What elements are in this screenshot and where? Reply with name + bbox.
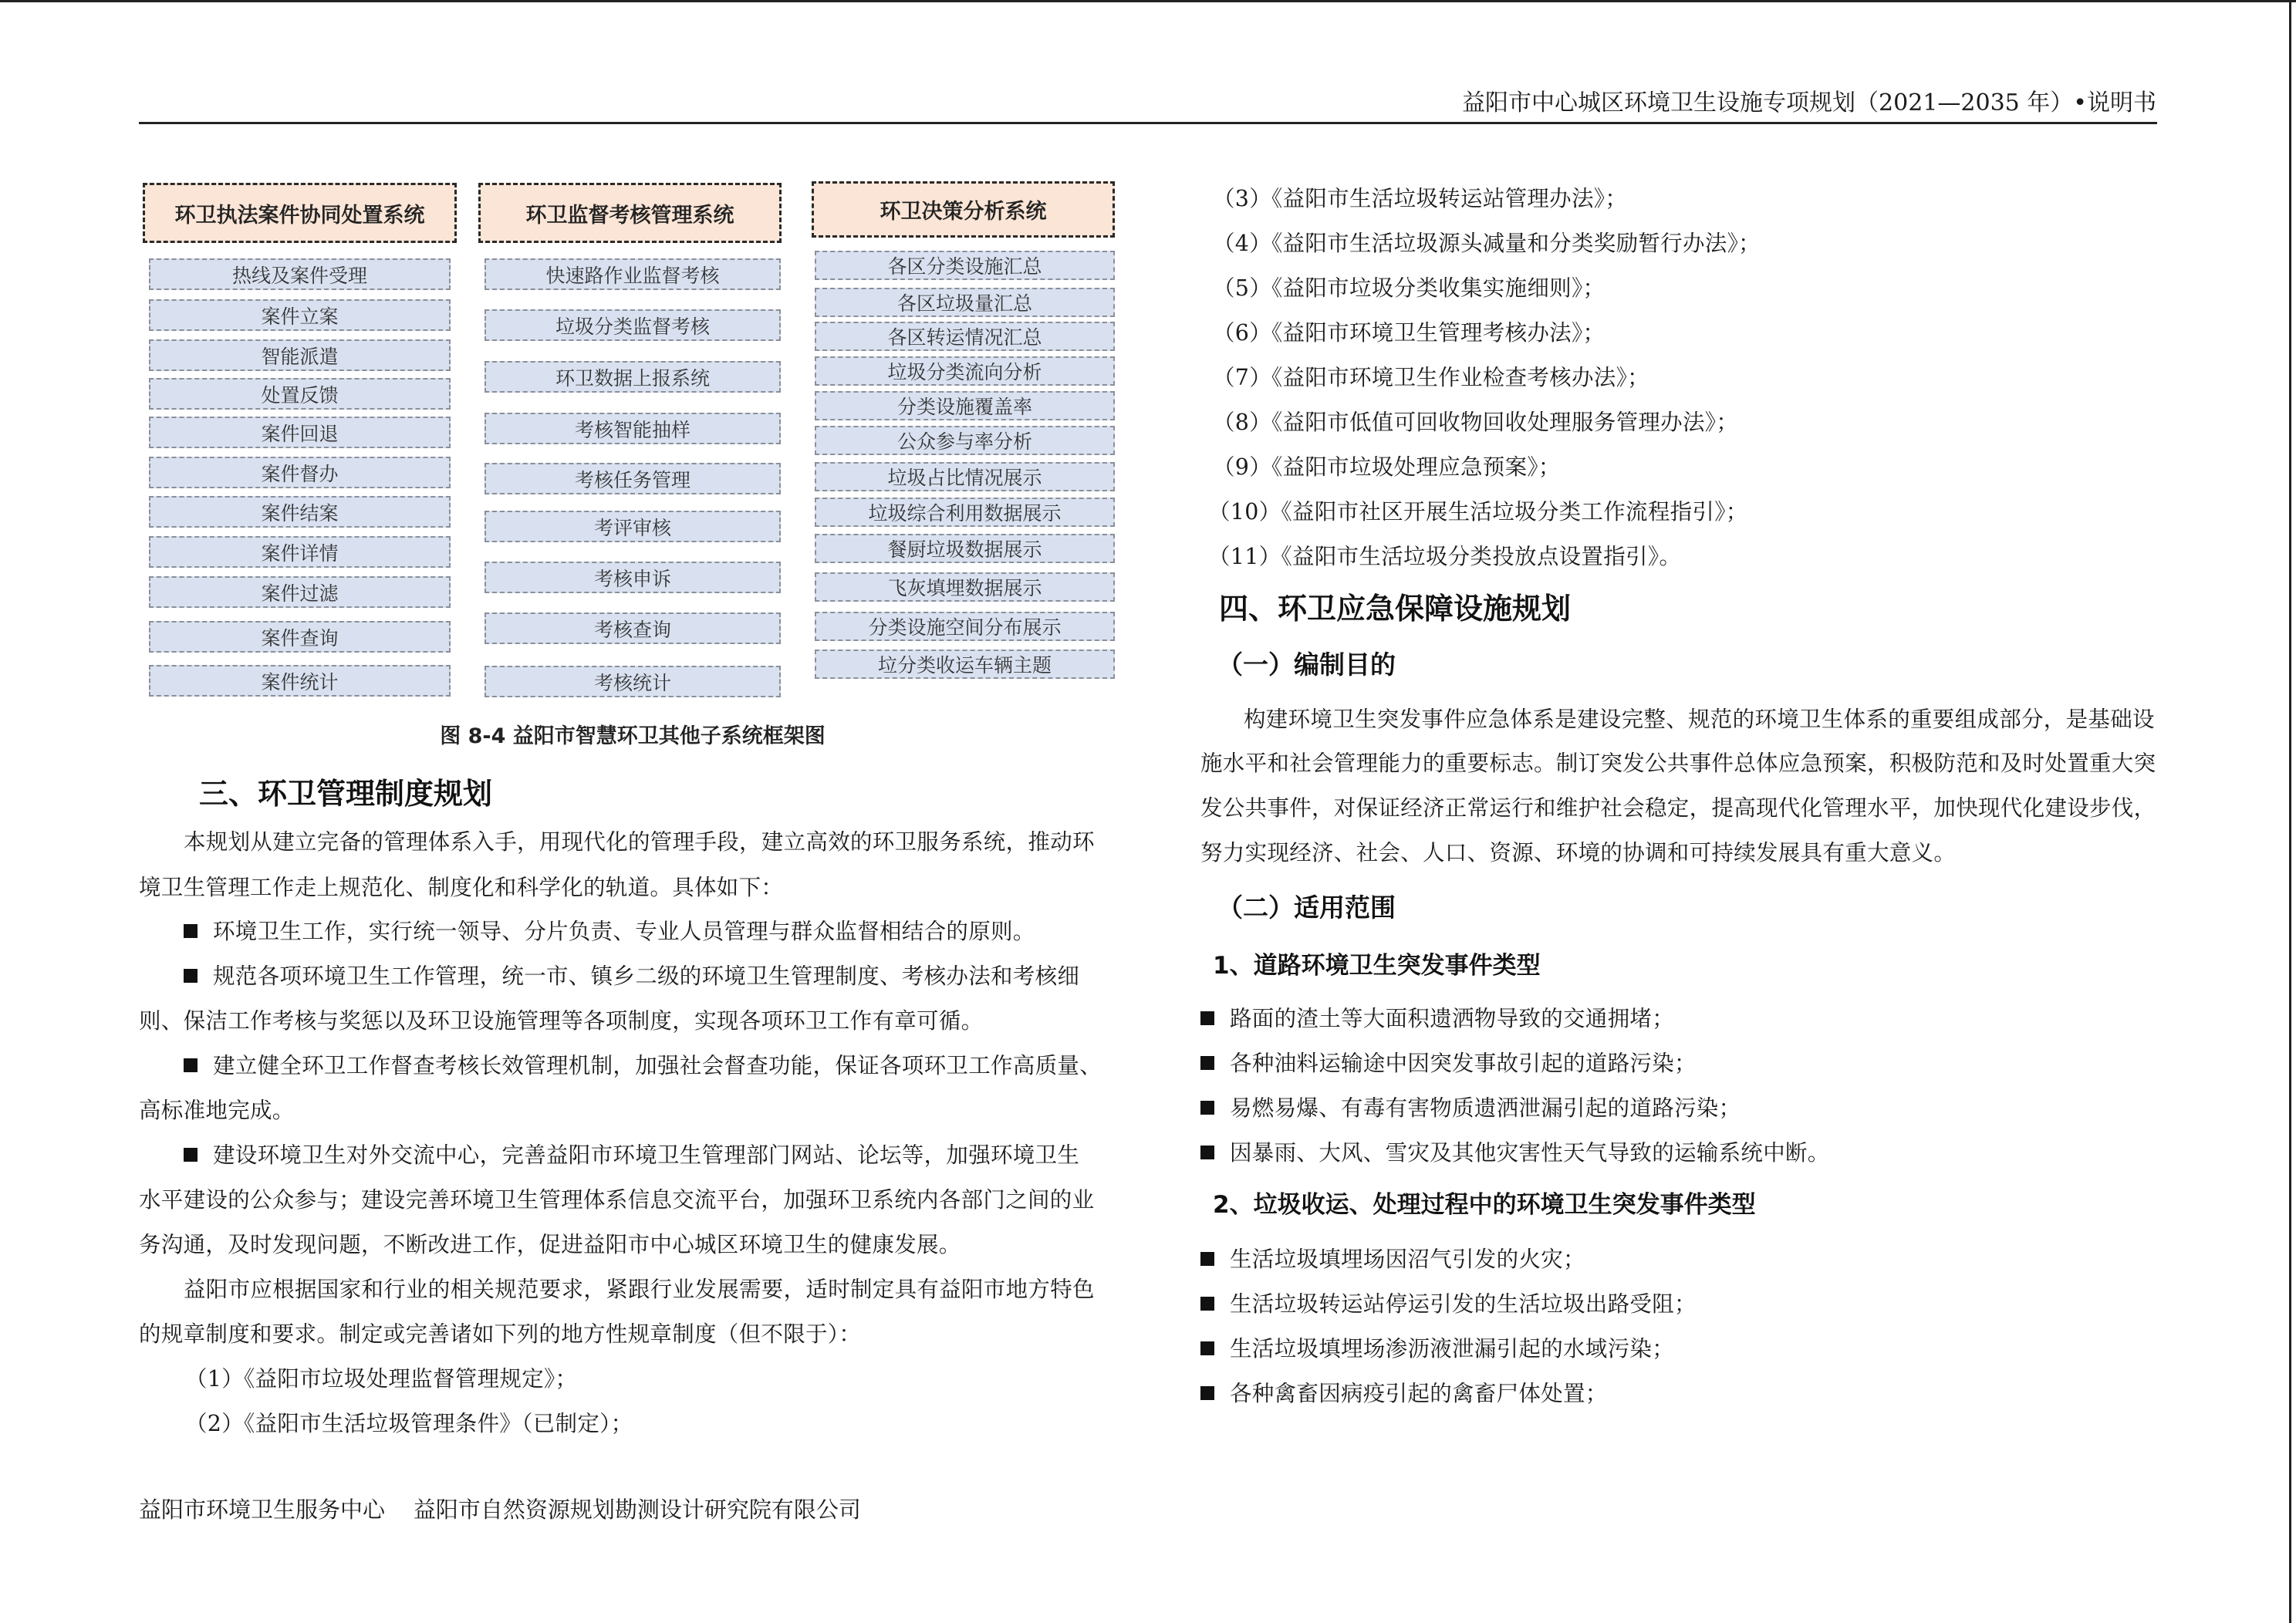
section-title-4: 四、环卫应急保障设施规划 (1219, 592, 1572, 626)
page-border-right (2289, 0, 2291, 1623)
bullet-text: 生活垃圾转运站停运引发的生活垃圾出路受阻； (1230, 1291, 1697, 1317)
module-box: 分类设施覆盖率 (815, 391, 1115, 420)
square-bullet-icon (1200, 1386, 1214, 1400)
section-title-3: 三、环卫管理制度规划 (199, 777, 493, 811)
bullet-text: 建立健全环卫工作督查考核长效管理机制，加强社会督查功能，保证各项环卫工作高质量、 (213, 1053, 1102, 1078)
bullet-text: 环境卫生工作，实行统一领导、分片负责、专业人员管理与群众监督相结合的原则。 (213, 919, 1035, 944)
body-line: 构建环境卫生突发事件应急体系是建设完整、规范的环境卫生体系的重要组成部分，是基础设 (1244, 707, 2155, 732)
square-bullet-icon (184, 969, 198, 983)
body-line: 发公共事件，对保证经济正常运行和维护社会稳定，提高现代化管理水平，加快现代化建设步伐， (1200, 795, 2156, 821)
square-bullet-icon (1200, 1146, 1214, 1159)
bullet-item (1200, 1046, 1697, 1078)
module-box: 考核任务管理 (485, 463, 781, 494)
module-box: 考核智能抽样 (485, 413, 781, 444)
type-title-waste: 2、垃圾收运、处理过程中的环境卫生突发事件类型 (1213, 1191, 1756, 1219)
bullet-item (1200, 1331, 1674, 1363)
module-box: 垃圾分类监督考核 (485, 309, 781, 341)
module-box: 案件结案 (149, 496, 451, 528)
regulation-item: （2）《益阳市生活垃圾管理条件》（已制定）； (185, 1411, 633, 1436)
system-header-supervision: 环卫监督考核管理系统 (478, 183, 782, 243)
module-box: 案件过滤 (149, 576, 451, 608)
bullet-item (1200, 1376, 1608, 1408)
square-bullet-icon (184, 1058, 198, 1072)
body-line: 本规划从建立完备的管理体系入手，用现代化的管理手段，建立高效的环卫服务系统，推动环 (184, 829, 1095, 855)
bullet-item (1200, 1001, 1674, 1033)
bullet-item (1200, 1091, 1741, 1122)
bullet-text: 易燃易爆、有毒有害物质遗洒泄漏引起的道路污染； (1230, 1095, 1741, 1121)
bullet-text: 各种油料运输途中因突发事故引起的道路污染； (1230, 1051, 1697, 1076)
module-box: 案件详情 (149, 536, 451, 568)
module-box: 垃圾综合利用数据展示 (815, 498, 1115, 527)
subsection-title-scope: （二）适用范围 (1217, 892, 1396, 923)
body-line: 境卫生管理工作走上规范化、制度化和科学化的轨道。具体如下： (139, 875, 784, 900)
bullet-text: 各种禽畜因病疫引起的禽畜尸体处置； (1230, 1381, 1608, 1406)
module-box: 飞灰填埋数据展示 (815, 572, 1115, 602)
bullet-item (184, 914, 1035, 946)
page-footer: 益阳市环境卫生服务中心 益阳市自然资源规划勘测设计研究院有限公司 (139, 1496, 861, 1523)
bullet-item (1200, 1242, 1585, 1274)
running-header: 益阳市中心城区环境卫生设施专项规划（2021—2035 年）•说明书 (1462, 89, 2156, 116)
body-line: 施水平和社会管理能力的重要标志。制订突发公共事件总体应急预案，积极防范和及时处置重大突 (1200, 751, 2156, 776)
module-box: 案件督办 (149, 457, 451, 488)
bullet-item (184, 1138, 1079, 1169)
square-bullet-icon (184, 1148, 198, 1162)
module-box: 案件立案 (149, 299, 451, 331)
regulation-item: （4）《益阳市生活垃圾源头减量和分类奖励暂行办法》； (1213, 231, 1761, 256)
bullet-item (1200, 1135, 1830, 1167)
regulation-item: （9）《益阳市垃圾处理应急预案》； (1213, 454, 1561, 480)
regulation-item: （3）《益阳市生活垃圾转运站管理办法》； (1213, 186, 1628, 211)
square-bullet-icon (1200, 1056, 1214, 1070)
module-box: 各区分类设施汇总 (815, 251, 1115, 280)
square-bullet-icon (1200, 1252, 1214, 1266)
regulation-item: （10）《益阳市社区开展生活垃圾分类工作流程指引》； (1208, 499, 1748, 525)
module-box: 案件统计 (149, 665, 451, 697)
body-line: 的规章制度和要求。制定或完善诸如下列的地方性规章制度（但不限于）： (139, 1321, 862, 1347)
system-header-enforcement: 环卫执法案件协同处置系统 (143, 183, 457, 243)
square-bullet-icon (1200, 1101, 1214, 1115)
module-box: 快速路作业监督考核 (485, 258, 781, 290)
module-box: 餐厨垃圾数据展示 (815, 534, 1115, 563)
body-line: 则、保洁工作考核与奖惩以及环卫设施管理等各项制度，实现各项环卫工作有章可循。 (139, 1008, 984, 1034)
bullet-text: 因暴雨、大风、雪灾及其他灾害性天气导致的运输系统中断。 (1230, 1140, 1830, 1166)
body-line: 务沟通，及时发现问题，不断改进工作，促进益阳市中心城区环境卫生的健康发展。 (139, 1232, 961, 1257)
module-box: 处置反馈 (149, 378, 451, 410)
module-box: 考核查询 (485, 612, 781, 644)
module-box: 考核申诉 (485, 562, 781, 593)
square-bullet-icon (184, 924, 198, 938)
body-line: 水平建设的公众参与；建设完善环境卫生管理体系信息交流平台，加强环卫系统内各部门之间的业 (139, 1187, 1095, 1213)
module-box: 考评审核 (485, 511, 781, 542)
module-box: 垃圾分类流向分析 (815, 356, 1115, 386)
bullet-text: 建设环境卫生对外交流中心，完善益阳市环境卫生管理部门网站、论坛等，加强环境卫生 (213, 1142, 1080, 1168)
body-line: 努力实现经济、社会、人口、资源、环境的协调和可持续发展具有重大意义。 (1200, 840, 1957, 865)
page-border-top (0, 0, 2296, 2)
square-bullet-icon (1200, 1341, 1214, 1355)
figure-caption: 图 8-4 益阳市智慧环卫其他子系统框架图 (440, 724, 826, 748)
module-box: 各区垃圾量汇总 (815, 288, 1115, 317)
module-box: 公众参与率分析 (815, 426, 1115, 455)
regulation-item: （5）《益阳市垃圾分类收集实施细则》； (1213, 275, 1606, 301)
bullet-item (184, 959, 1079, 990)
regulation-item: （8）《益阳市低值可回收物回收处理服务管理办法》； (1213, 410, 1739, 435)
system-header-decision: 环卫决策分析系统 (812, 181, 1115, 238)
module-box: 分类设施空间分布展示 (815, 612, 1115, 641)
regulation-item: （6）《益阳市环境卫生管理考核办法》； (1213, 320, 1606, 346)
module-box: 案件回退 (149, 417, 451, 448)
module-box: 垃分类收运车辆主题 (815, 650, 1115, 679)
bullet-item (1200, 1287, 1697, 1318)
type-title-road: 1、道路环境卫生突发事件类型 (1213, 952, 1541, 980)
bullet-text: 路面的渣土等大面积遗洒物导致的交通拥堵； (1230, 1006, 1675, 1031)
module-box: 案件查询 (149, 621, 451, 653)
regulation-item: （7）《益阳市环境卫生作业检查考核办法》； (1213, 365, 1649, 390)
header-rule (139, 122, 2157, 124)
module-box: 环卫数据上报系统 (485, 361, 781, 393)
bullet-item (184, 1048, 1102, 1080)
subsection-title-purpose: （一）编制目的 (1217, 650, 1396, 680)
square-bullet-icon (1200, 1011, 1214, 1025)
bullet-text: 生活垃圾填埋场因沼气引发的火灾； (1230, 1247, 1585, 1272)
square-bullet-icon (1200, 1297, 1214, 1311)
bullet-text: 生活垃圾填埋场渗沥液泄漏引起的水域污染； (1230, 1336, 1675, 1361)
body-line: 益阳市应根据国家和行业的相关规范要求，紧跟行业发展需要，适时制定具有益阳市地方特色 (184, 1277, 1095, 1302)
regulation-item: （11）《益阳市生活垃圾分类投放点设置指引》。 (1208, 544, 1682, 569)
regulation-item: （1）《益阳市垃圾处理监督管理规定》； (185, 1366, 578, 1392)
module-box: 考核统计 (485, 666, 781, 697)
module-box: 热线及案件受理 (149, 258, 451, 290)
bullet-text: 规范各项环境卫生工作管理，统一市、镇乡二级的环境卫生管理制度、考核办法和考核细 (213, 963, 1080, 989)
module-box: 垃圾占比情况展示 (815, 462, 1115, 491)
module-box: 智能派遣 (149, 339, 451, 371)
body-line: 高标准地完成。 (139, 1098, 295, 1123)
module-box: 各区转运情况汇总 (815, 322, 1115, 351)
subsystem-framework-diagram (139, 174, 1126, 706)
